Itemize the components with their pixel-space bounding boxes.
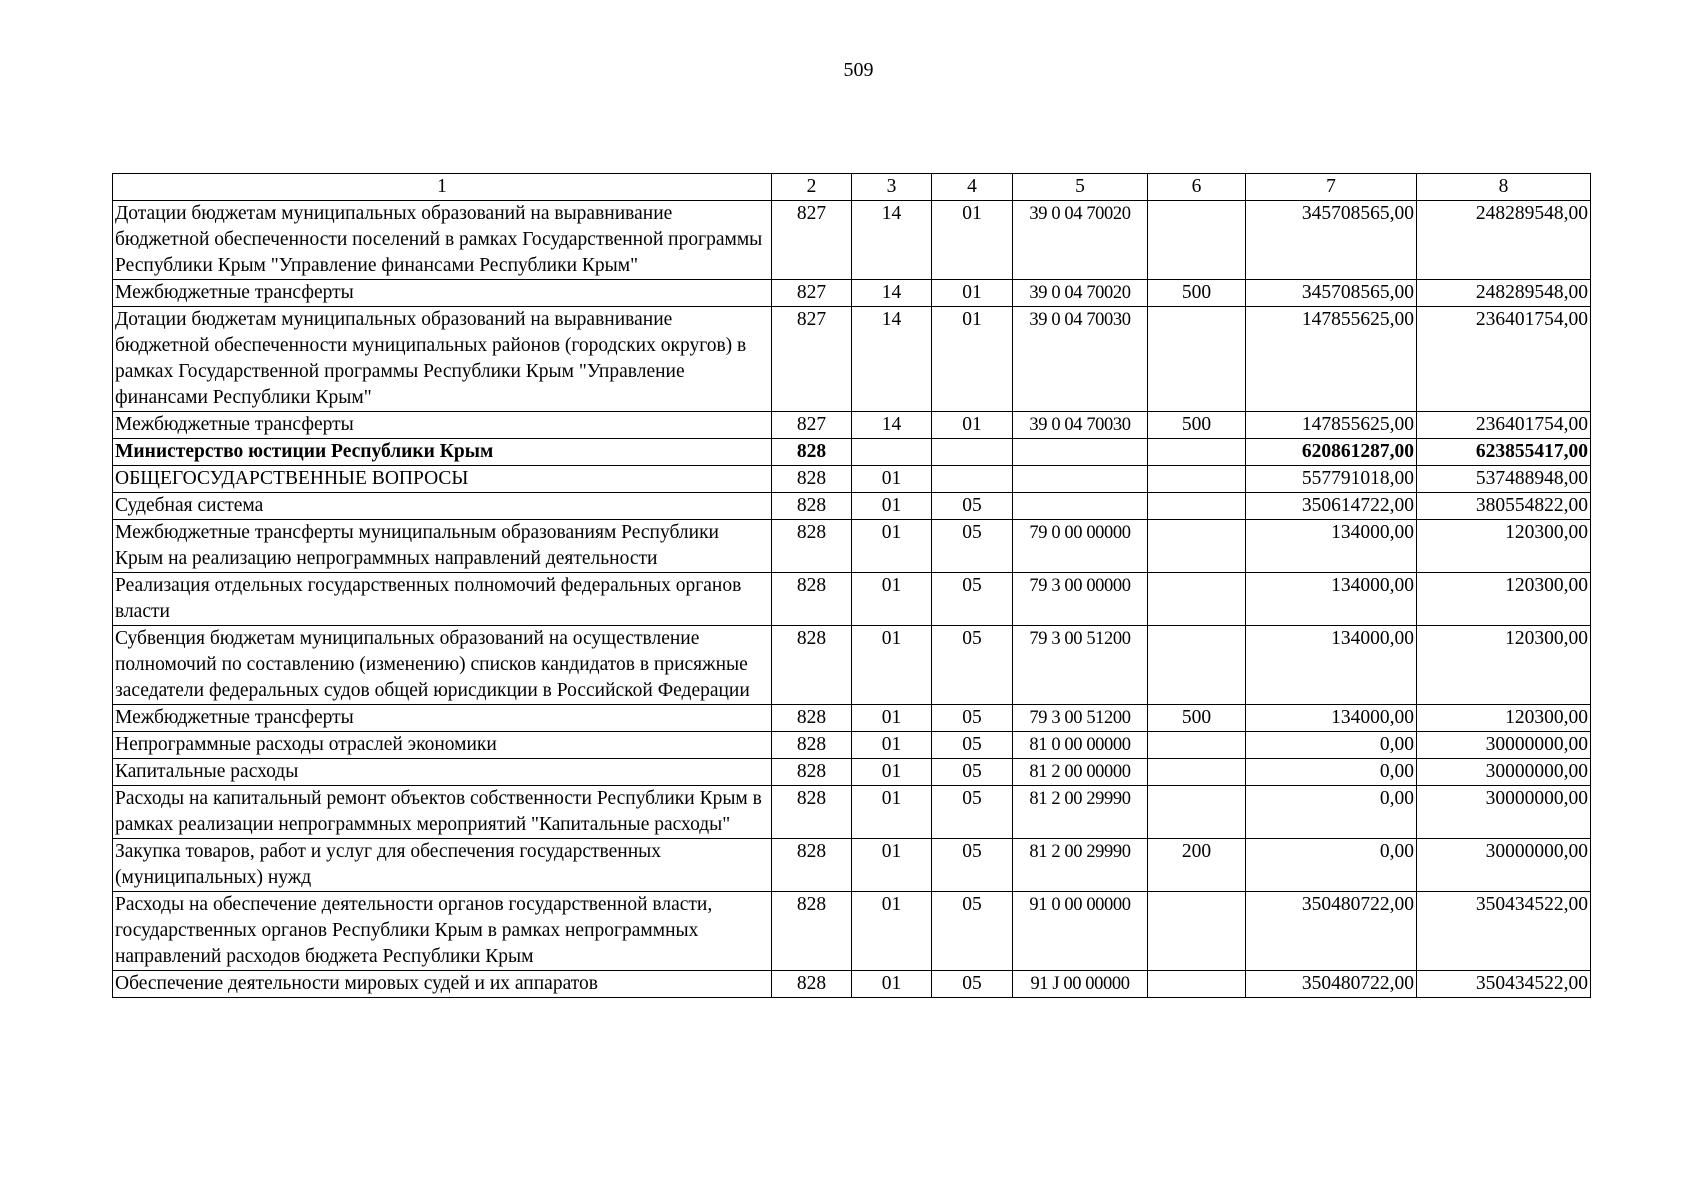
ministry-code: 828 bbox=[772, 971, 852, 998]
table-header bbox=[113, 174, 1591, 201]
ministry-code: 828 bbox=[772, 705, 852, 732]
amount-year-2: 350434522,00 bbox=[1417, 971, 1591, 998]
table-row bbox=[113, 520, 1591, 573]
expense-name: Непрограммные расходы отраслей экономики bbox=[113, 732, 772, 759]
table-row bbox=[113, 412, 1591, 439]
amount-year-1: 147855625,00 bbox=[1246, 412, 1417, 439]
amount-year-2: 380554822,00 bbox=[1417, 493, 1591, 520]
expense-type-code: 200 bbox=[1148, 839, 1246, 892]
subsection-code: 01 bbox=[932, 412, 1013, 439]
section-code: 14 bbox=[852, 307, 932, 412]
header-cell-1: 1 bbox=[113, 174, 772, 201]
expense-name: Расходы на капитальный ремонт объектов собственности Республики Крым в рамках реализации непрограммных мероприятий "Капитальные расходы" bbox=[113, 786, 772, 839]
target-article-code: 39 0 04 70020 bbox=[1013, 280, 1148, 307]
header-cell-5: 5 bbox=[1013, 174, 1148, 201]
section-code: 14 bbox=[852, 201, 932, 280]
header-cell-8: 8 bbox=[1417, 174, 1591, 201]
expense-type-code bbox=[1148, 201, 1246, 280]
ministry-code: 827 bbox=[772, 201, 852, 280]
subsection-code: 05 bbox=[932, 892, 1013, 971]
section-code: 01 bbox=[852, 520, 932, 573]
ministry-code: 828 bbox=[772, 892, 852, 971]
subsection-code: 05 bbox=[932, 626, 1013, 705]
header-cell-3: 3 bbox=[852, 174, 932, 201]
section-code: 01 bbox=[852, 705, 932, 732]
ministry-code: 828 bbox=[772, 520, 852, 573]
table-row bbox=[113, 439, 1591, 466]
amount-year-1: 0,00 bbox=[1246, 839, 1417, 892]
subsection-code: 05 bbox=[932, 573, 1013, 626]
ministry-code: 828 bbox=[772, 759, 852, 786]
amount-year-1: 350614722,00 bbox=[1246, 493, 1417, 520]
amount-year-1: 134000,00 bbox=[1246, 705, 1417, 732]
amount-year-2: 30000000,00 bbox=[1417, 759, 1591, 786]
target-article-code: 81 2 00 00000 bbox=[1013, 759, 1148, 786]
expense-type-code bbox=[1148, 493, 1246, 520]
ministry-code: 828 bbox=[772, 839, 852, 892]
amount-year-2: 120300,00 bbox=[1417, 520, 1591, 573]
ministry-code: 827 bbox=[772, 412, 852, 439]
subsection-code: 05 bbox=[932, 786, 1013, 839]
section-code: 01 bbox=[852, 892, 932, 971]
amount-year-2: 30000000,00 bbox=[1417, 839, 1591, 892]
subsection-code bbox=[932, 439, 1013, 466]
ministry-code: 828 bbox=[772, 732, 852, 759]
ministry-code: 828 bbox=[772, 466, 852, 493]
amount-year-1: 345708565,00 bbox=[1246, 201, 1417, 280]
target-article-code: 81 2 00 29990 bbox=[1013, 839, 1148, 892]
section-code: 01 bbox=[852, 626, 932, 705]
expense-type-code: 500 bbox=[1148, 280, 1246, 307]
header-row bbox=[113, 174, 1591, 201]
expense-type-code bbox=[1148, 971, 1246, 998]
expense-name: Обеспечение деятельности мировых судей и их аппаратов bbox=[113, 971, 772, 998]
expense-type-code bbox=[1148, 786, 1246, 839]
amount-year-1: 134000,00 bbox=[1246, 626, 1417, 705]
section-code: 01 bbox=[852, 971, 932, 998]
section-code: 01 bbox=[852, 493, 932, 520]
expense-type-code bbox=[1148, 759, 1246, 786]
header-cell-7: 7 bbox=[1246, 174, 1417, 201]
expense-type-code: 500 bbox=[1148, 412, 1246, 439]
ministry-code: 828 bbox=[772, 573, 852, 626]
section-code: 01 bbox=[852, 732, 932, 759]
expense-name: Капитальные расходы bbox=[113, 759, 772, 786]
expense-type-code bbox=[1148, 520, 1246, 573]
expense-name: Межбюджетные трансферты муниципальным образованиям Республики Крым на реализацию непрограммных направлений деятельности bbox=[113, 520, 772, 573]
table-row bbox=[113, 466, 1591, 493]
amount-year-1: 350480722,00 bbox=[1246, 971, 1417, 998]
expense-type-code bbox=[1148, 892, 1246, 971]
target-article-code: 91 0 00 00000 bbox=[1013, 892, 1148, 971]
amount-year-2: 623855417,00 bbox=[1417, 439, 1591, 466]
ministry-code: 827 bbox=[772, 280, 852, 307]
subsection-code: 01 bbox=[932, 307, 1013, 412]
expense-name: Межбюджетные трансферты bbox=[113, 705, 772, 732]
section-code: 01 bbox=[852, 839, 932, 892]
table-row bbox=[113, 573, 1591, 626]
header-cell-2: 2 bbox=[772, 174, 852, 201]
amount-year-2: 120300,00 bbox=[1417, 626, 1591, 705]
amount-year-2: 236401754,00 bbox=[1417, 412, 1591, 439]
header-cell-6: 6 bbox=[1148, 174, 1246, 201]
subsection-code: 01 bbox=[932, 201, 1013, 280]
section-code bbox=[852, 439, 932, 466]
expense-type-code bbox=[1148, 626, 1246, 705]
expense-type-code bbox=[1148, 307, 1246, 412]
amount-year-2: 350434522,00 bbox=[1417, 892, 1591, 971]
subsection-code: 05 bbox=[932, 839, 1013, 892]
table-row bbox=[113, 786, 1591, 839]
section-code: 01 bbox=[852, 466, 932, 493]
subsection-code: 05 bbox=[932, 705, 1013, 732]
table-row bbox=[113, 839, 1591, 892]
table-row bbox=[113, 892, 1591, 971]
table-row bbox=[113, 759, 1591, 786]
table-row bbox=[113, 493, 1591, 520]
section-code: 01 bbox=[852, 759, 932, 786]
subsection-code: 01 bbox=[932, 280, 1013, 307]
expense-name: Субвенция бюджетам муниципальных образований на осуществление полномочий по составлению (изменению) списков кандидатов в присяжные заседатели федеральных судов общей юрисдикции в Российской Федерации bbox=[113, 626, 772, 705]
expense-type-code bbox=[1148, 573, 1246, 626]
target-article-code: 39 0 04 70030 bbox=[1013, 412, 1148, 439]
section-code: 14 bbox=[852, 412, 932, 439]
subsection-code: 05 bbox=[932, 971, 1013, 998]
target-article-code: 79 3 00 51200 bbox=[1013, 626, 1148, 705]
header-cell-4: 4 bbox=[932, 174, 1013, 201]
amount-year-2: 30000000,00 bbox=[1417, 732, 1591, 759]
amount-year-1: 345708565,00 bbox=[1246, 280, 1417, 307]
subsection-code bbox=[932, 466, 1013, 493]
target-article-code: 79 3 00 00000 bbox=[1013, 573, 1148, 626]
target-article-code: 79 3 00 51200 bbox=[1013, 705, 1148, 732]
expense-type-code: 500 bbox=[1148, 705, 1246, 732]
expense-type-code bbox=[1148, 466, 1246, 493]
amount-year-2: 236401754,00 bbox=[1417, 307, 1591, 412]
target-article-code: 39 0 04 70020 bbox=[1013, 201, 1148, 280]
table-row bbox=[113, 626, 1591, 705]
ministry-code: 828 bbox=[772, 493, 852, 520]
expense-name: Межбюджетные трансферты bbox=[113, 280, 772, 307]
expense-name: Судебная система bbox=[113, 493, 772, 520]
expense-name: Реализация отдельных государственных полномочий федеральных органов власти bbox=[113, 573, 772, 626]
page-number: 509 bbox=[843, 59, 874, 81]
amount-year-1: 134000,00 bbox=[1246, 573, 1417, 626]
expense-type-code bbox=[1148, 732, 1246, 759]
ministry-code: 828 bbox=[772, 439, 852, 466]
subsection-code: 05 bbox=[932, 493, 1013, 520]
amount-year-2: 30000000,00 bbox=[1417, 786, 1591, 839]
expense-name: Межбюджетные трансферты bbox=[113, 412, 772, 439]
target-article-code bbox=[1013, 439, 1148, 466]
amount-year-2: 248289548,00 bbox=[1417, 201, 1591, 280]
target-article-code: 91 J 00 00000 bbox=[1013, 971, 1148, 998]
table-row bbox=[113, 705, 1591, 732]
table-body bbox=[113, 201, 1591, 998]
section-code: 14 bbox=[852, 280, 932, 307]
expense-name: Закупка товаров, работ и услуг для обеспечения государственных (муниципальных) нужд bbox=[113, 839, 772, 892]
table-row bbox=[113, 732, 1591, 759]
expense-name: Дотации бюджетам муниципальных образований на выравнивание бюджетной обеспеченности поселений в рамках Государственной программы Республики Крым "Управление финансами Республики Крым" bbox=[113, 201, 772, 280]
expense-type-code bbox=[1148, 439, 1246, 466]
amount-year-1: 134000,00 bbox=[1246, 520, 1417, 573]
target-article-code: 79 0 00 00000 bbox=[1013, 520, 1148, 573]
ministry-code: 828 bbox=[772, 626, 852, 705]
target-article-code: 81 0 00 00000 bbox=[1013, 732, 1148, 759]
amount-year-1: 0,00 bbox=[1246, 759, 1417, 786]
ministry-code: 827 bbox=[772, 307, 852, 412]
target-article-code: 39 0 04 70030 bbox=[1013, 307, 1148, 412]
subsection-code: 05 bbox=[932, 759, 1013, 786]
amount-year-2: 537488948,00 bbox=[1417, 466, 1591, 493]
subsection-code: 05 bbox=[932, 732, 1013, 759]
amount-year-1: 147855625,00 bbox=[1246, 307, 1417, 412]
amount-year-1: 620861287,00 bbox=[1246, 439, 1417, 466]
target-article-code: 81 2 00 29990 bbox=[1013, 786, 1148, 839]
amount-year-1: 350480722,00 bbox=[1246, 892, 1417, 971]
amount-year-1: 0,00 bbox=[1246, 732, 1417, 759]
amount-year-1: 0,00 bbox=[1246, 786, 1417, 839]
expense-name: Расходы на обеспечение деятельности органов государственной власти, государственных органов Республики Крым в рамках непрограммных направлений расходов бюджета Республики Крым bbox=[113, 892, 772, 971]
amount-year-2: 248289548,00 bbox=[1417, 280, 1591, 307]
target-article-code bbox=[1013, 466, 1148, 493]
table-row bbox=[113, 307, 1591, 412]
amount-year-1: 557791018,00 bbox=[1246, 466, 1417, 493]
expense-name: Дотации бюджетам муниципальных образований на выравнивание бюджетной обеспеченности муниципальных районов (городских округов) в рамках Государственной программы Республики Крым "Управление финансами Республики Крым" bbox=[113, 307, 772, 412]
amount-year-2: 120300,00 bbox=[1417, 705, 1591, 732]
section-code: 01 bbox=[852, 573, 932, 626]
budget-table bbox=[112, 173, 1591, 998]
table-row bbox=[113, 280, 1591, 307]
table-row bbox=[113, 201, 1591, 280]
ministry-code: 828 bbox=[772, 786, 852, 839]
expense-name: Министерство юстиции Республики Крым bbox=[113, 439, 772, 466]
target-article-code bbox=[1013, 493, 1148, 520]
section-code: 01 bbox=[852, 786, 932, 839]
table-row bbox=[113, 971, 1591, 998]
expense-name: ОБЩЕГОСУДАРСТВЕННЫЕ ВОПРОСЫ bbox=[113, 466, 772, 493]
amount-year-2: 120300,00 bbox=[1417, 573, 1591, 626]
subsection-code: 05 bbox=[932, 520, 1013, 573]
